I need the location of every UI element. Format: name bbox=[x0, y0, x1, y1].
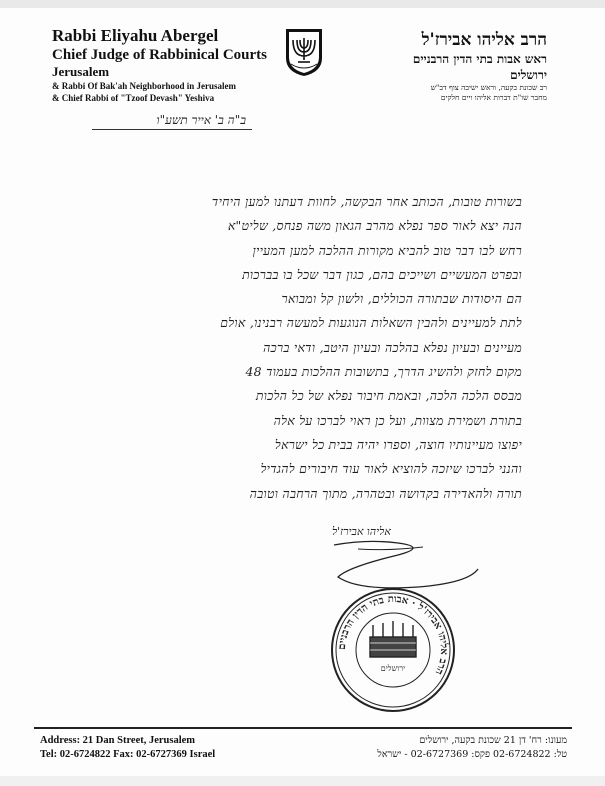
letter-line: בתורת ושמירת מצוות, ועל כן ראוי לברכו על אלה bbox=[273, 412, 522, 428]
footer-english bbox=[40, 734, 300, 762]
bottom-edge bbox=[0, 776, 605, 786]
letter-line: יפוצו מעיינותיו חוצה, וספרו יהיה בבית כל ישראל bbox=[274, 436, 522, 452]
date-underline bbox=[92, 129, 252, 130]
rabbi-role-en-2: & Chief Rabbi of "Tzoof Devash" Yeshiva bbox=[52, 93, 215, 103]
letter-line: רחש לבו דבר טוב להביא מקורות ההלכה למען המעיין bbox=[252, 242, 522, 258]
handwritten-letter-body bbox=[82, 190, 522, 506]
letter-line: מקום לחזק ולהשיג הדרך, בתשובות ההלכות בעמוד 48 bbox=[245, 364, 522, 380]
address-he: מעונו: רח' דן 21 שכונת בקעה, ירושלים bbox=[419, 735, 567, 746]
rabbi-city-he: ירושלים bbox=[510, 68, 547, 82]
footer-divider bbox=[34, 727, 572, 729]
letter-line: הנה יצא לאור ספר נפלא מהרב הגאון משה פנחס, שליט"א bbox=[227, 218, 522, 234]
stamp-center-text: ירושלים bbox=[380, 664, 406, 673]
letter-line: מעיינים ובעיון נפלא בהלכה ובעיון היטב, ודאי ברכה bbox=[263, 339, 522, 355]
rabbi-title-en: Chief Judge of Rabbinical Courts bbox=[52, 47, 268, 63]
rabbi-role-en-1: & Rabbi Of Bak'ah Neighborhood in Jerusalem bbox=[52, 81, 237, 91]
rabbi-title-he: ראש אבות בתי הדין הרבניים bbox=[412, 52, 547, 66]
rabbinical-stamp-icon bbox=[328, 585, 458, 715]
stamp-ring-text: הרב אליהו אבירז'ל · אבות בתי הדין הרבניים bbox=[336, 593, 450, 677]
top-edge bbox=[0, 0, 605, 8]
rabbi-city-en: Jerusalem bbox=[52, 64, 110, 79]
letter-line: הם היסודות שבתורה הכוללים, ולשון קל ומבואר bbox=[281, 291, 522, 307]
address-en: Address: 21 Dan Street, Jerusalem bbox=[40, 735, 196, 746]
letterhead-hebrew bbox=[337, 30, 547, 103]
rabbi-name-he: הרב אליהו אבירז'ל bbox=[421, 30, 547, 50]
phones-en: Tel: 02-6724822 Fax: 02-6727369 Israel bbox=[40, 749, 216, 760]
letter-line: מבסס הלכה הלכה, ובאמת חיבור נפלא של כל הלכות bbox=[255, 388, 522, 404]
letterhead-english bbox=[52, 26, 282, 104]
menorah-emblem-icon bbox=[283, 26, 325, 78]
rabbi-name-en: Rabbi Eliyahu Abergel bbox=[52, 26, 219, 45]
letter-line: לתת למעיינים ולהבין השאלות הנוגעות למעשה רבנינו, אולם bbox=[220, 315, 522, 331]
rabbi-role-he-2: מחבר שו"ת דברות אליהו ויים חלקים bbox=[440, 93, 547, 102]
letter-line: בשורות טובות, הכותב אחר הבקשה, לחוות דעתנו למען היחיד bbox=[211, 194, 522, 209]
footer-hebrew bbox=[297, 734, 567, 762]
phones-he: טל: 02-6724822 פקס: 02-6727369 - ישראל bbox=[377, 749, 567, 760]
signature-text: אליהו אבירז'ל bbox=[332, 525, 391, 538]
letter-line: ובפרט המעשיים ושייכים בהם, כגון דבר שכל בו בברכות bbox=[242, 266, 522, 282]
rabbi-role-he-1: רב שכונת בקעה, וראש ישיבה צוף דב"ש bbox=[430, 83, 547, 92]
handwritten-date: ב"ה ב' אייר תשע"ו bbox=[156, 113, 246, 127]
letter-line: והנני לברכו שיזכה להוציא לאור עוד חיבורים להגדיל bbox=[260, 461, 522, 477]
letter-line: תורה ולהאדירה בקדושה ובטהרה, מתוך הרחבה וטובה bbox=[249, 485, 522, 501]
